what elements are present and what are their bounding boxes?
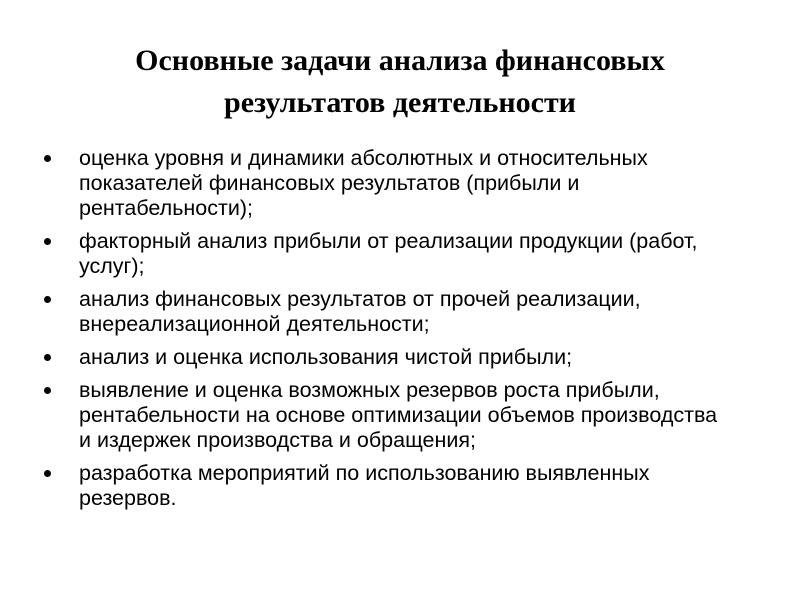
- bullet-item: [44, 378, 734, 453]
- slide-title-line: Основные задачи анализа финансовых: [135, 44, 665, 77]
- slide-title: [40, 40, 760, 124]
- bullet-text: оценка уровня и динамики абсолютных и относительных показателей финансовых результатов (прибыли и рентабельности);: [79, 146, 648, 220]
- bullet-text: разработка мероприятий по использованию выявленных резервов.: [79, 461, 650, 510]
- slide-title-line: результатов деятельности: [224, 86, 576, 119]
- bullet-list: [44, 146, 734, 519]
- bullet-dot-icon: [44, 470, 51, 477]
- bullet-dot-icon: [44, 155, 51, 162]
- bullet-text: анализ финансовых результатов от прочей реализации, внереализационной деятельности;: [79, 287, 641, 336]
- bullet-item: [44, 461, 734, 511]
- bullet-item: [44, 229, 734, 279]
- bullet-dot-icon: [44, 387, 51, 394]
- bullet-dot-icon: [44, 238, 51, 245]
- bullet-item: [44, 345, 734, 370]
- bullet-dot-icon: [44, 296, 51, 303]
- bullet-text: факторный анализ прибыли от реализации продукции (работ, услуг);: [79, 229, 698, 278]
- bullet-item: [44, 146, 734, 221]
- bullet-dot-icon: [44, 354, 51, 361]
- bullet-text: анализ и оценка использования чистой прибыли;: [79, 345, 573, 369]
- bullet-item: [44, 287, 734, 337]
- bullet-text: выявление и оценка возможных резервов роста прибыли, рентабельности на основе оптимизации объемов производства и издержек производства и обращения;: [79, 378, 718, 452]
